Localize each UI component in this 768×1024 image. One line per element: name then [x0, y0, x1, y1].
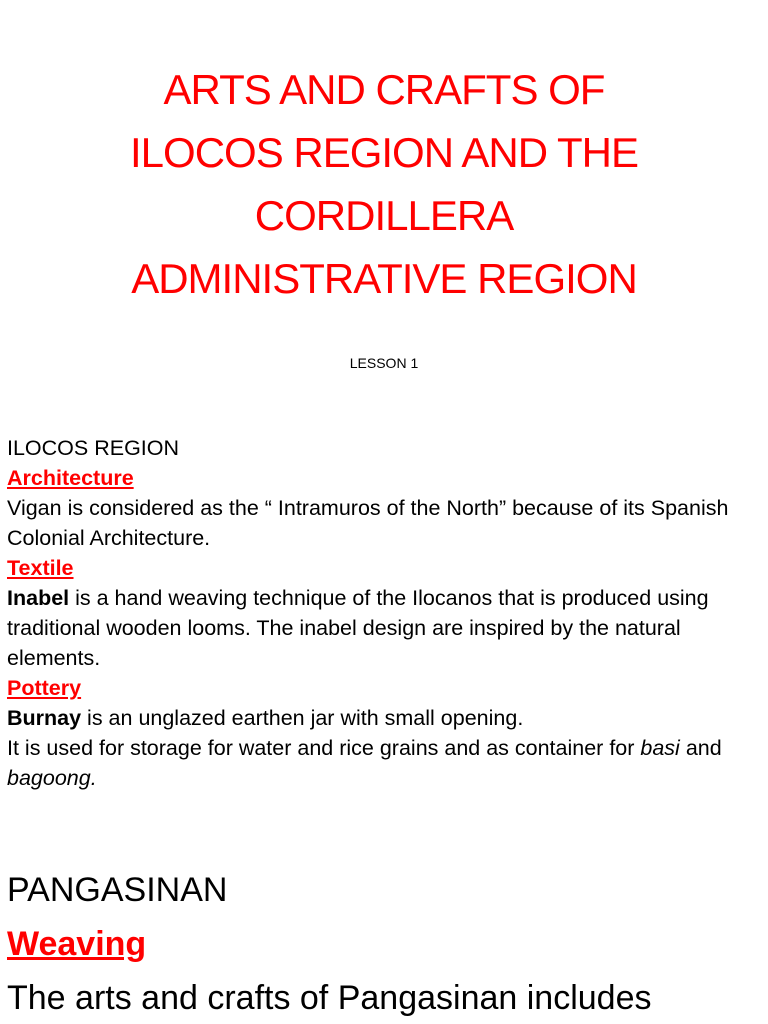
pottery-text: is an unglazed earthen jar with small opening.	[81, 706, 524, 730]
textile-term: Inabel	[7, 586, 70, 610]
pangasinan-text: The arts and crafts of Pangasinan includes	[7, 979, 652, 1017]
ilocos-section	[7, 433, 762, 793]
pottery-item-basi: basi	[640, 736, 680, 760]
pottery-item-bagoong: bagoong.	[7, 766, 97, 790]
title-line-4: ADMINISTRATIVE REGION	[131, 255, 637, 302]
pottery-and: and	[679, 736, 722, 760]
textile-text: is a hand weaving technique of the Ilocanos that is produced using traditional wooden looms. The inabel design are inspired by the natural elements.	[7, 586, 709, 670]
architecture-heading: Architecture	[7, 466, 134, 490]
title-line-2: ILOCOS REGION AND THE	[130, 129, 638, 176]
textile-heading: Textile	[7, 556, 74, 580]
textile-paragraph	[7, 583, 762, 673]
title-line-1: ARTS AND CRAFTS OF	[163, 66, 605, 113]
pottery-usage-text: It is used for storage for water and rice grains and as container for	[7, 736, 641, 760]
weaving-heading: Weaving	[7, 925, 147, 963]
pottery-paragraph	[7, 703, 762, 733]
lesson-label: LESSON 1	[349, 355, 419, 371]
ilocos-region-label: ILOCOS REGION	[7, 436, 180, 460]
architecture-text: Vigan is considered as the “ Intramuros of the North” because of its Spanish Colonial Architecture.	[7, 496, 729, 550]
pangasinan-label: PANGASINAN	[7, 871, 228, 909]
pottery-heading: Pottery	[7, 676, 82, 700]
slide-title	[40, 58, 728, 310]
title-line-3: CORDILLERA	[254, 192, 514, 239]
pottery-usage-paragraph	[7, 733, 762, 793]
pottery-term: Burnay	[7, 706, 82, 730]
